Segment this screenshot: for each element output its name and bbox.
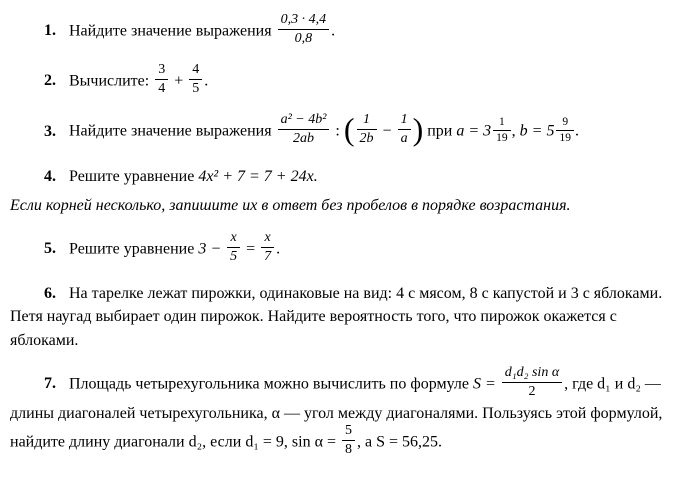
fraction xyxy=(342,423,355,458)
fraction-denominator: 8 xyxy=(342,440,355,458)
fraction-denominator: 19 xyxy=(493,130,511,145)
problem-6-number: 6. xyxy=(44,285,56,303)
equation: 4x² + 7 = 7 + 24x. xyxy=(198,167,318,185)
fraction-denominator: 5 xyxy=(189,79,202,97)
fraction-denominator: 2b xyxy=(357,129,377,147)
fraction-numerator: 4 xyxy=(192,62,200,78)
fraction xyxy=(556,116,574,145)
fraction xyxy=(398,112,411,147)
problem-6 xyxy=(10,282,683,352)
fraction-numerator: 1 xyxy=(400,112,408,128)
minus-operator: − xyxy=(382,122,392,140)
problem-1-number: 1. xyxy=(44,22,56,40)
problem-7-text-tail: , а S = 56,25. xyxy=(357,433,443,451)
fraction-denominator: 2 xyxy=(502,382,562,400)
fraction xyxy=(502,365,562,400)
fraction-numerator: 1 xyxy=(499,116,505,129)
plus-operator: + xyxy=(174,72,184,90)
a-value: a = 3 xyxy=(456,122,492,140)
b-value: b = 5 xyxy=(519,122,555,140)
fraction-numerator: d₁d₂ sin α xyxy=(504,364,560,380)
problem-7-text: Площадь четырехугольника можно вычислить по формуле xyxy=(69,374,469,392)
fraction xyxy=(261,230,274,265)
problem-7-number: 7. xyxy=(44,374,56,392)
fraction xyxy=(227,230,240,265)
problem-4-number: 4. xyxy=(44,167,56,185)
problem-3-text: Найдите значение выражения xyxy=(69,122,272,140)
problem-3-text-mid: при xyxy=(427,122,453,140)
problem-7-text-mid: , где d₁ и d₂ — длины диагоналей четырехугольника, α — угол между диагоналями. Пользуясь этой формулой, найдите длину диагонали d₂, если d₁ = 9, xyxy=(10,374,663,451)
fraction xyxy=(189,62,202,97)
problem-3 xyxy=(10,110,683,149)
problem-5-text: Решите уравнение xyxy=(69,240,195,258)
problem-2 xyxy=(10,64,683,99)
formula-left: S = xyxy=(472,374,496,392)
fraction-denominator: 5 xyxy=(227,247,240,265)
problem-5 xyxy=(10,229,683,267)
period: . xyxy=(276,240,281,258)
fraction-numerator: x xyxy=(230,229,237,245)
fraction-numerator: 0,3 · 4,4 xyxy=(280,12,327,27)
fraction-numerator: 9 xyxy=(562,116,569,129)
problem-2-text: Вычислите: xyxy=(69,72,150,90)
problem-7 xyxy=(10,364,683,461)
period: . xyxy=(574,122,579,140)
fraction xyxy=(493,116,511,145)
problem-5-number: 5. xyxy=(44,240,56,258)
equation-left: 3 − xyxy=(198,240,222,258)
fraction xyxy=(155,62,168,97)
fraction xyxy=(278,12,330,47)
fraction-denominator: a xyxy=(398,129,411,147)
fraction-denominator: 4 xyxy=(155,79,168,97)
fraction-numerator: a² − 4b² xyxy=(280,112,327,128)
fraction-denominator: 7 xyxy=(261,247,274,265)
problem-6-text: На тарелке лежат пирожки, одинаковые на вид: 4 с мясом, 8 с капустой и 3 с яблоками. Петя наугад выбирает один пирожок. Найдите вероятность того, что пирожок окажется с яблоками. xyxy=(10,285,663,349)
fraction-numerator: 1 xyxy=(363,112,371,128)
problem-1 xyxy=(10,14,683,49)
fraction-denominator: 0,8 xyxy=(278,29,330,47)
fraction-numerator: 3 xyxy=(158,62,166,78)
problem-1-text: Найдите значение выражения xyxy=(69,22,272,40)
problem-4 xyxy=(10,165,683,188)
sin-equation: sin α = xyxy=(291,433,336,451)
fraction-numerator: x xyxy=(264,229,271,245)
problem-3-number: 3. xyxy=(44,122,56,140)
fraction-denominator: 2ab xyxy=(278,129,330,147)
comma: , xyxy=(511,122,516,140)
fraction-denominator: 19 xyxy=(556,130,574,145)
fraction xyxy=(357,112,377,147)
left-paren: ( xyxy=(343,110,355,147)
right-paren: ) xyxy=(412,110,424,147)
equals-operator: = xyxy=(246,240,256,258)
period: . xyxy=(331,22,336,40)
fraction-numerator: 5 xyxy=(345,423,352,439)
problem-4-note: Если корней несколько, запишите их в ответ без пробелов в порядке возрастания. xyxy=(10,196,571,214)
colon-operator: : xyxy=(335,122,340,140)
fraction xyxy=(278,112,330,147)
period: . xyxy=(204,72,209,90)
problem-2-number: 2. xyxy=(44,72,56,90)
problem-4-text: Решите уравнение xyxy=(69,167,195,185)
